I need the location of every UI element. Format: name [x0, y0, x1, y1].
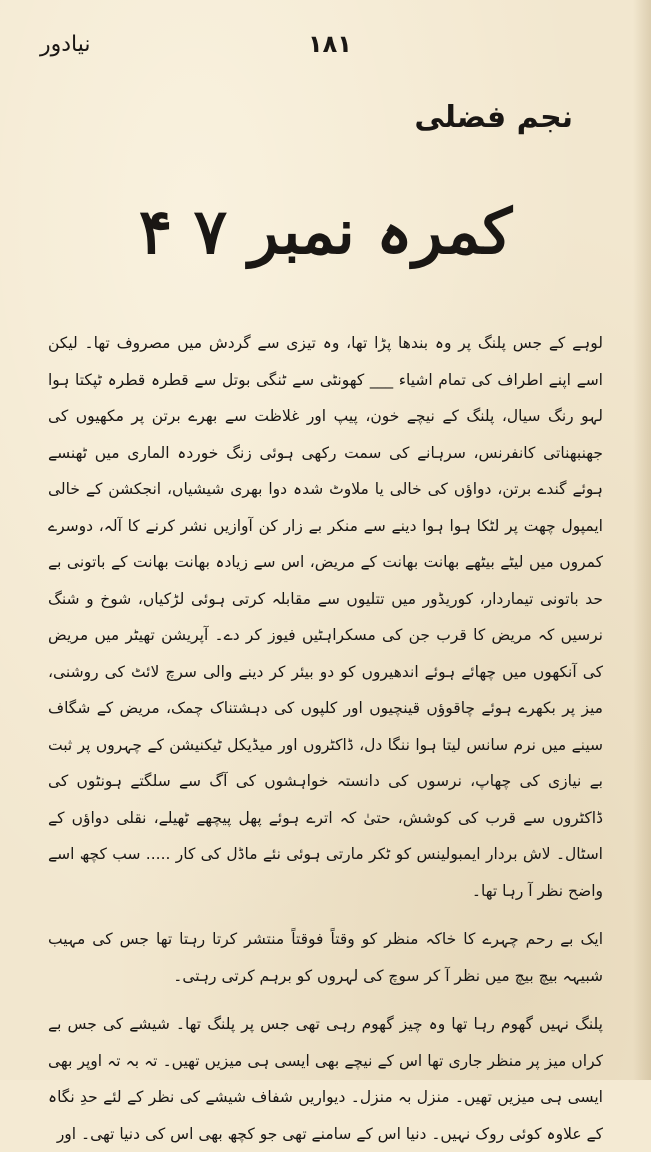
paragraph: ایک بے رحم چہرے کا خاکہ منظر کو وقتاً فوقتاً منتشر کرتا رہتا تھا جس کی مہیب شبیہہ بیچ بیچ میں نظر آ کر سوچ کی لہروں کو برہم کرتی رہتی۔	[48, 930, 603, 985]
paragraph: لوہے کے جس پلنگ پر وہ بندھا پڑا تھا، وہ تیزی سے گردش میں مصروف تھا۔ لیکن اسے اپنے اطراف کی تمام اشیاء ___ کھونٹی سے ٹنگی بوتل سے قطرہ قطرہ ٹپکتا ہوا لہو رنگ سیال، پلنگ کے نیچے خون، پیپ اور غلاظت سے بھرے برتن پر مکھیوں کی جھنبھناتی کانفرنس، سرہانے کی سمت رکھی ہوئی زنگ خوردہ الماری میں ٹھنسے ہوئے گندے برتن، دواؤں کی خالی یا ملاوٹ شدہ دوا بھری شیشیاں، انجکشن کے خالی ایمپول چھت پر لٹکا ہوا ہوا دینے سے منکر بے زار کن آوازیں نشر کرنے کا آلہ، دوسرے کمروں میں لیٹے بیٹھے بھانت بھانت کے مریض، اس سے زیادہ بھانت بھانت کے باتونی بے حد باتونی تیماردار، کوریڈور میں تتلیوں سے مقابلہ کرتی ہوئی لڑکیاں، شوخ و شنگ نرسیں کہ مریض کا قرب جن کی مسکراہٹیں فیوز کر دے۔ آپریشن تھیٹر میں مریض کی آنکھوں میں چھائے ہوئے اندھیروں کو دو بیئر کر دینے والی سرچ لائٹ کی روشنی، میز پر بکھرے ہوئے چاقوؤں قینچیوں اور کلپوں کی دہشتناک چمک، مریض کے شگاف سینے میں نرم سانس لیتا ہوا ننگا دل، ڈاکٹروں اور میڈیکل ٹیکنیشن کے چہروں پر ثبت بے نیازی کی چھاپ، نرسوں کی دانستہ خواہشوں کی آگ سے سلگتے ہونٹوں کی ڈاکٹروں سے قرب کی کوشش، حتیٰ کہ اترے ہوئے پھل پیچھے ٹھیلے، نقلی دواؤں کے اسٹال۔ لاش بردار ایمبولینس کو ٹکر مارتی ہوئی نئے ماڈل کی کار ..... سب کچھ اسے واضح نظر آ رہا تھا۔	[48, 334, 603, 900]
story-title: کمرہ نمبر ۷ ۴	[138, 195, 513, 268]
story-body	[48, 325, 603, 1152]
page-edge-shadow	[633, 0, 651, 1080]
page-header	[40, 30, 611, 70]
author-name: نجم فضلی	[414, 100, 573, 135]
journal-name: نیادور	[40, 32, 91, 57]
paragraph: پلنگ نہیں گھوم رہا تھا وہ چیز گھوم رہی تھی جس پر پلنگ تھا۔ شیشے کی جس بے کراں میز پر منظر جاری تھا اس کے نیچے بھی ایسی ہی میزیں تھیں۔ تہ بہ تہ اوپر بھی ایسی ہی میزیں تھیں۔ منزل بہ منزل۔ دیواریں شفاف شیشے کی نظر کے لئے حدِ نگاہ کے علاوہ کوئی روک نہیں۔ دنیا اس کے سامنے تھی جو کچھ بھی اس کی دنیا تھی۔ اور	[48, 1015, 603, 1143]
page-number: ۱۸۱	[308, 30, 352, 58]
